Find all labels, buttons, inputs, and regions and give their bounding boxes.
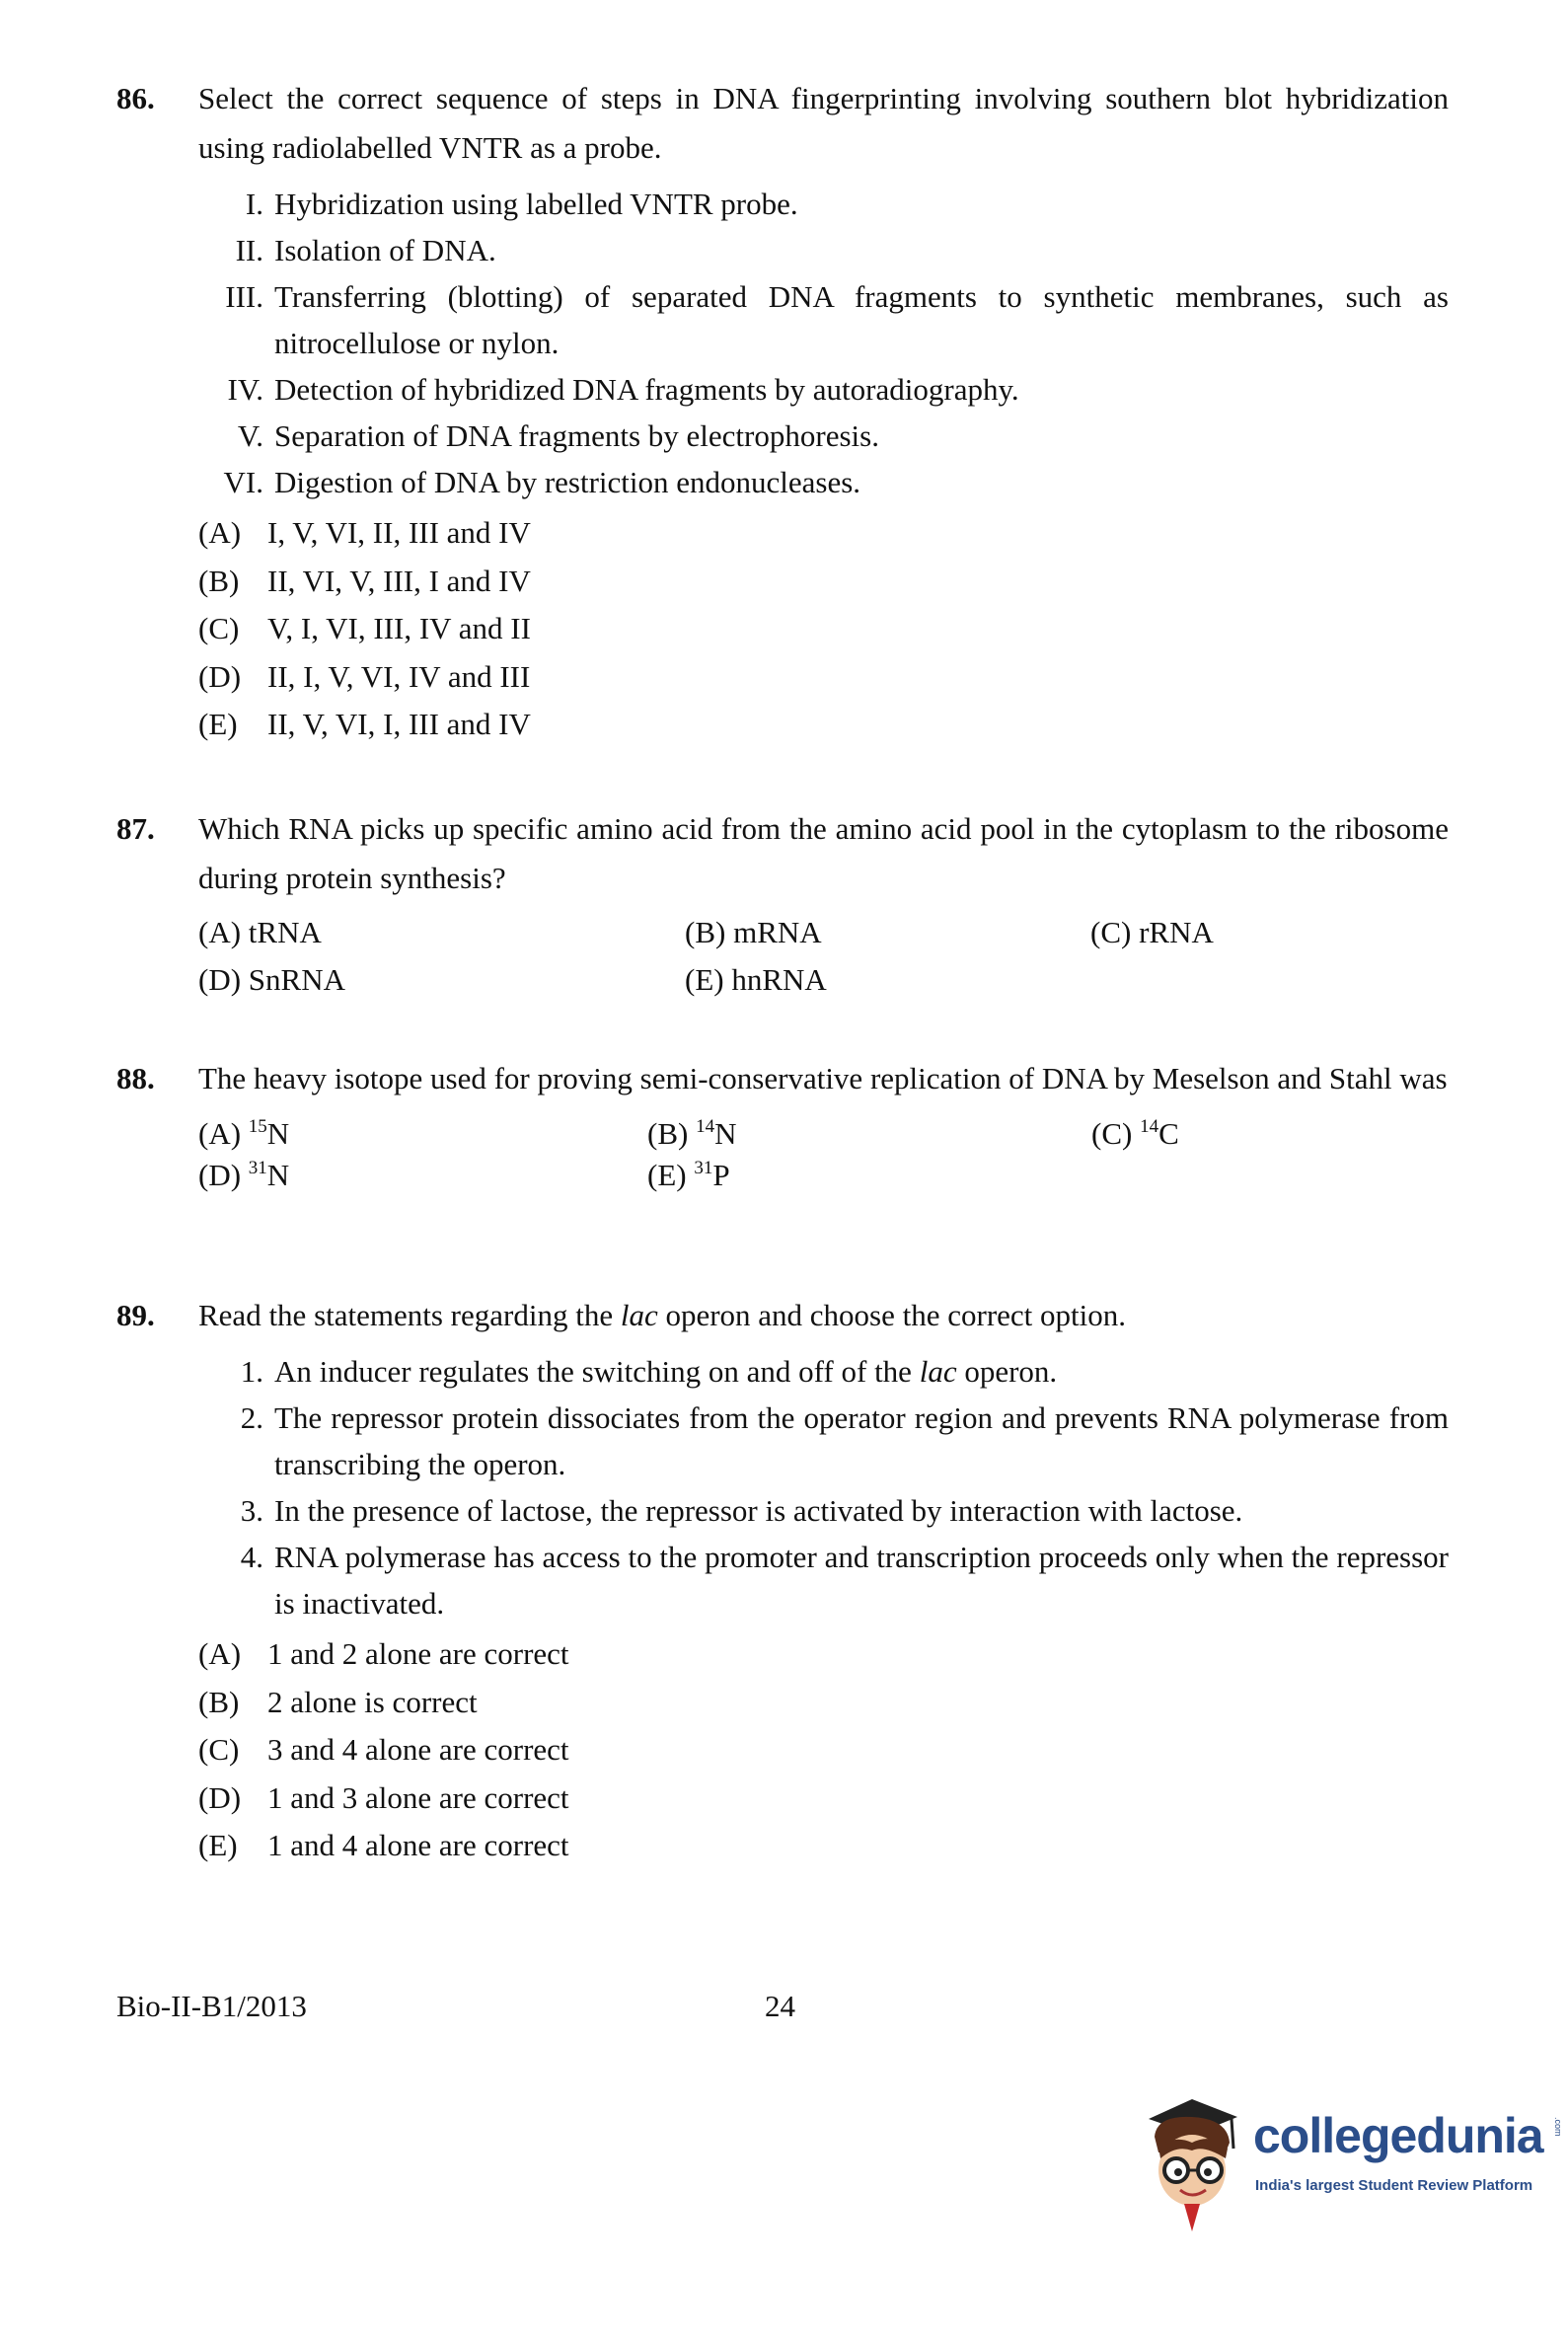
logo-tagline: India's largest Student Review Platform <box>1255 2177 1533 2194</box>
question-text: Read the statements regarding the lac operon and choose the correct option. <box>198 1298 1127 1332</box>
list-item: V. Separation of DNA fragments by electrophoresis. <box>237 418 879 453</box>
option-e[interactable]: (E) $^{31}$P <box>647 1158 730 1192</box>
option-c[interactable]: (C) 3 and 4 alone are correct <box>198 1732 569 1767</box>
option-d[interactable]: (D) 1 and 3 alone are correct <box>198 1779 569 1815</box>
question-text: Select the correct sequence of steps in DNA fingerprinting involving southern blot hybridization using radiolabelled VNTR as a probe. <box>198 81 1449 165</box>
list-item: 2. The repressor protein dissociates from the operator region and prevents RNA polymerase from transcribing the operon. <box>240 1400 1449 1481</box>
option-list <box>198 509 1449 749</box>
list-item: IV. Detection of hybridized DNA fragments by autoradiography. <box>227 372 1019 407</box>
list-item: 4. RNA polymerase has access to the promoter and transcription proceeds only when the repressor is inactivated. <box>240 1540 1449 1621</box>
statement-list <box>198 1348 1449 1626</box>
option-d[interactable]: (D) SnRNA <box>198 962 345 997</box>
page-number: 24 <box>765 1989 795 2023</box>
option-b[interactable]: (B) mRNA <box>685 915 822 949</box>
option-e[interactable]: (E) II, V, VI, I, III and IV <box>198 707 531 741</box>
option-d[interactable]: (D) $^{31}$N <box>198 1158 290 1192</box>
question-text: The heavy isotope used for proving semi-conservative replication of DNA by Meselson and Stahl was <box>198 1061 1448 1095</box>
list-item: VI. Digestion of DNA by restriction endonucleases. <box>223 465 861 499</box>
footer-code: Bio-II-B1/2013 <box>116 1989 307 2023</box>
list-item: II. Isolation of DNA. <box>235 233 496 267</box>
option-a[interactable]: (A) $^{15}$N <box>198 1116 290 1151</box>
logo-text: collegedunia <box>1253 2108 1543 2163</box>
list-item: 1. An inducer regulates the switching on and off of the lac operon. <box>240 1354 1058 1389</box>
question-number: 87. <box>116 811 155 846</box>
question-88 <box>116 1054 1449 1196</box>
option-a[interactable]: (A) 1 and 2 alone are correct <box>198 1636 569 1671</box>
question-text: Which RNA picks up specific amino acid from the amino acid pool in the cytoplasm to the ribosome during protein synthesis? <box>198 811 1449 895</box>
option-c[interactable]: (C) rRNA <box>1090 915 1214 949</box>
logo-suffix: .com <box>1553 2117 1563 2137</box>
option-list <box>198 909 1449 1004</box>
collegedunia-logo[interactable] <box>1135 2087 1568 2235</box>
option-e[interactable]: (E) 1 and 4 alone are correct <box>198 1828 569 1862</box>
list-item: I. Hybridization using labelled VNTR probe. <box>245 187 798 221</box>
question-87 <box>116 804 1449 1004</box>
option-a[interactable]: (A) tRNA <box>198 915 322 949</box>
list-item: III. Transferring (blotting) of separated DNA fragments to synthetic membranes, such as nitrocellulose or nylon. <box>225 279 1449 360</box>
option-a[interactable]: (A) I, V, VI, II, III and IV <box>198 515 531 550</box>
option-d[interactable]: (D) II, I, V, VI, IV and III <box>198 658 531 694</box>
option-c[interactable]: (C) V, I, VI, III, IV and II <box>198 611 531 645</box>
option-e[interactable]: (E) hnRNA <box>685 962 827 997</box>
option-c[interactable]: (C) $^{14}$C <box>1091 1116 1179 1151</box>
question-number: 86. <box>116 81 155 115</box>
list-item: 3. In the presence of lactose, the repressor is activated by interaction with lactose. <box>240 1493 1243 1528</box>
option-b[interactable]: (B) 2 alone is correct <box>198 1684 478 1719</box>
question-89 <box>116 1291 1449 1870</box>
option-b[interactable]: (B) $^{14}$N <box>647 1116 737 1151</box>
question-86 <box>116 74 1449 749</box>
option-list <box>198 1630 1449 1870</box>
question-number: 88. <box>116 1061 155 1095</box>
step-list <box>198 181 1449 505</box>
question-number: 89. <box>116 1298 155 1332</box>
option-b[interactable]: (B) II, VI, V, III, I and IV <box>198 563 531 598</box>
mascot-icon <box>1135 2087 1243 2235</box>
option-list <box>198 1113 1449 1196</box>
